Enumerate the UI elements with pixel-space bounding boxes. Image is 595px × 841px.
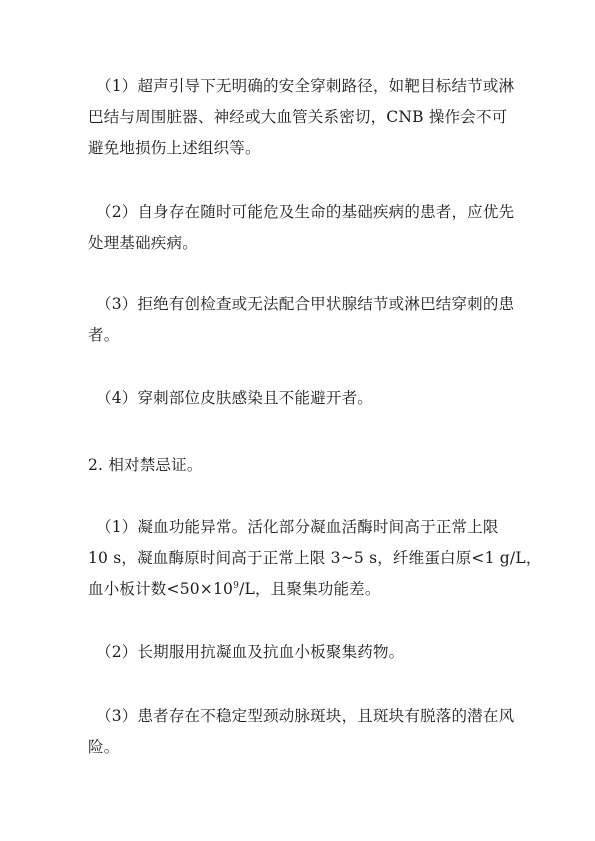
text-line: 10 s，凝血酶原时间高于正常上限 3~5 s，纤维蛋白原<1 g/L，	[88, 549, 542, 567]
contraindication-item-2	[88, 197, 518, 259]
text-fragment: /L，且聚集功能差。	[239, 580, 381, 598]
section-heading: 2. 相对禁忌证。	[88, 456, 203, 474]
contraindication-item-3	[88, 289, 518, 351]
text-line: （1）凝血功能异常。活化部分凝血活酶时间高于正常上限	[96, 518, 499, 536]
contraindication-item-1	[88, 71, 518, 164]
text-line: 巴结与周围脏器、神经或大血管关系密切，CNB 操作会不可	[88, 108, 508, 126]
contraindication-item-4	[88, 383, 518, 414]
relative-contraindication-item-1	[88, 512, 542, 605]
text-line: （2）长期服用抗凝血及抗血小板聚集药物。	[96, 643, 405, 661]
text-line: （2）自身存在随时可能危及生命的基础疾病的患者，应优先	[96, 203, 515, 221]
text-line: 者。	[88, 326, 120, 344]
relative-contraindication-item-2	[88, 637, 518, 668]
text-line: （3）患者存在不稳定型颈动脉斑块，且斑块有脱落的潜在风	[96, 707, 515, 725]
text-line: （4）穿刺部位皮肤感染且不能避开者。	[96, 389, 373, 407]
text-line-platelet	[88, 574, 518, 605]
superscript-exponent: 9	[233, 580, 240, 591]
text-line: 险。	[88, 738, 120, 756]
section-heading-relative-contraindications	[88, 450, 518, 481]
text-line: 处理基础疾病。	[88, 234, 198, 252]
text-line: 避免地损伤上述组织等。	[88, 139, 261, 157]
text-line: （3）拒绝有创检查或无法配合甲状腺结节或淋巴结穿刺的患	[96, 295, 515, 313]
text-line: （1）超声引导下无明确的安全穿刺路径，如靶目标结节或淋	[96, 77, 515, 95]
relative-contraindication-item-3	[88, 701, 518, 763]
text-fragment: 血小板计数<50×10	[88, 580, 234, 598]
